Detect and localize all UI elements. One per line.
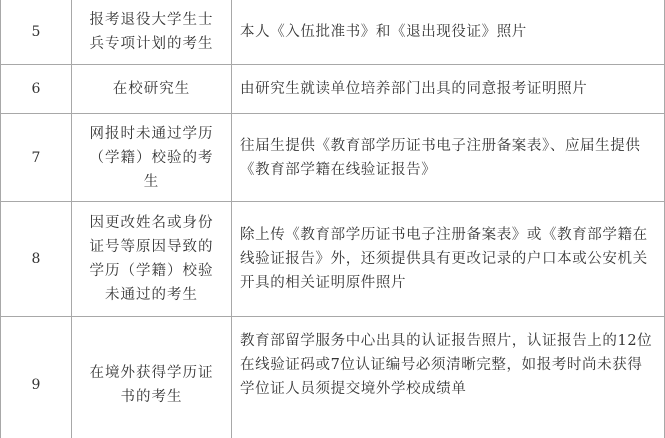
required-materials: 往届生提供《教育部学历证书电子注册备案表》、应届生提供《教育部学籍在线验证报告》 — [232, 114, 665, 202]
required-materials: 由研究生就读单位培养部门出具的同意报考证明照片 — [232, 65, 665, 114]
row-number: 6 — [1, 65, 72, 114]
required-materials: 教育部留学服务中心出具的认证报告照片，认证报告上的12位在线验证码或7位认证编号必须清晰完整，如报考时尚未获得学位证人员须提交境外学校成绩单 — [232, 317, 665, 438]
applicant-category: 网报时未通过学历（学籍）校验的考生 — [72, 114, 232, 202]
table-row — [1, 202, 665, 317]
applicant-category: 在校研究生 — [72, 65, 232, 114]
applicant-category: 报考退役大学生士兵专项计划的考生 — [72, 0, 232, 65]
table-row — [1, 317, 665, 438]
row-number: 9 — [1, 317, 72, 438]
table-row — [1, 0, 665, 65]
row-number: 8 — [1, 202, 72, 317]
applicant-category: 因更改姓名或身份证号等原因导致的学历（学籍）校验未通过的考生 — [72, 202, 232, 317]
applicant-category: 在境外获得学历证书的考生 — [72, 317, 232, 438]
required-materials: 除上传《教育部学历证书电子注册备案表》或《教育部学籍在线验证报告》外，还须提供具有更改记录的户口本或公安机关开具的相关证明原件照片 — [232, 202, 665, 317]
table-row — [1, 114, 665, 202]
row-number: 7 — [1, 114, 72, 202]
row-number: 5 — [1, 0, 72, 65]
required-materials: 本人《入伍批准书》和《退出现役证》照片 — [232, 0, 665, 65]
table-row — [1, 65, 665, 114]
